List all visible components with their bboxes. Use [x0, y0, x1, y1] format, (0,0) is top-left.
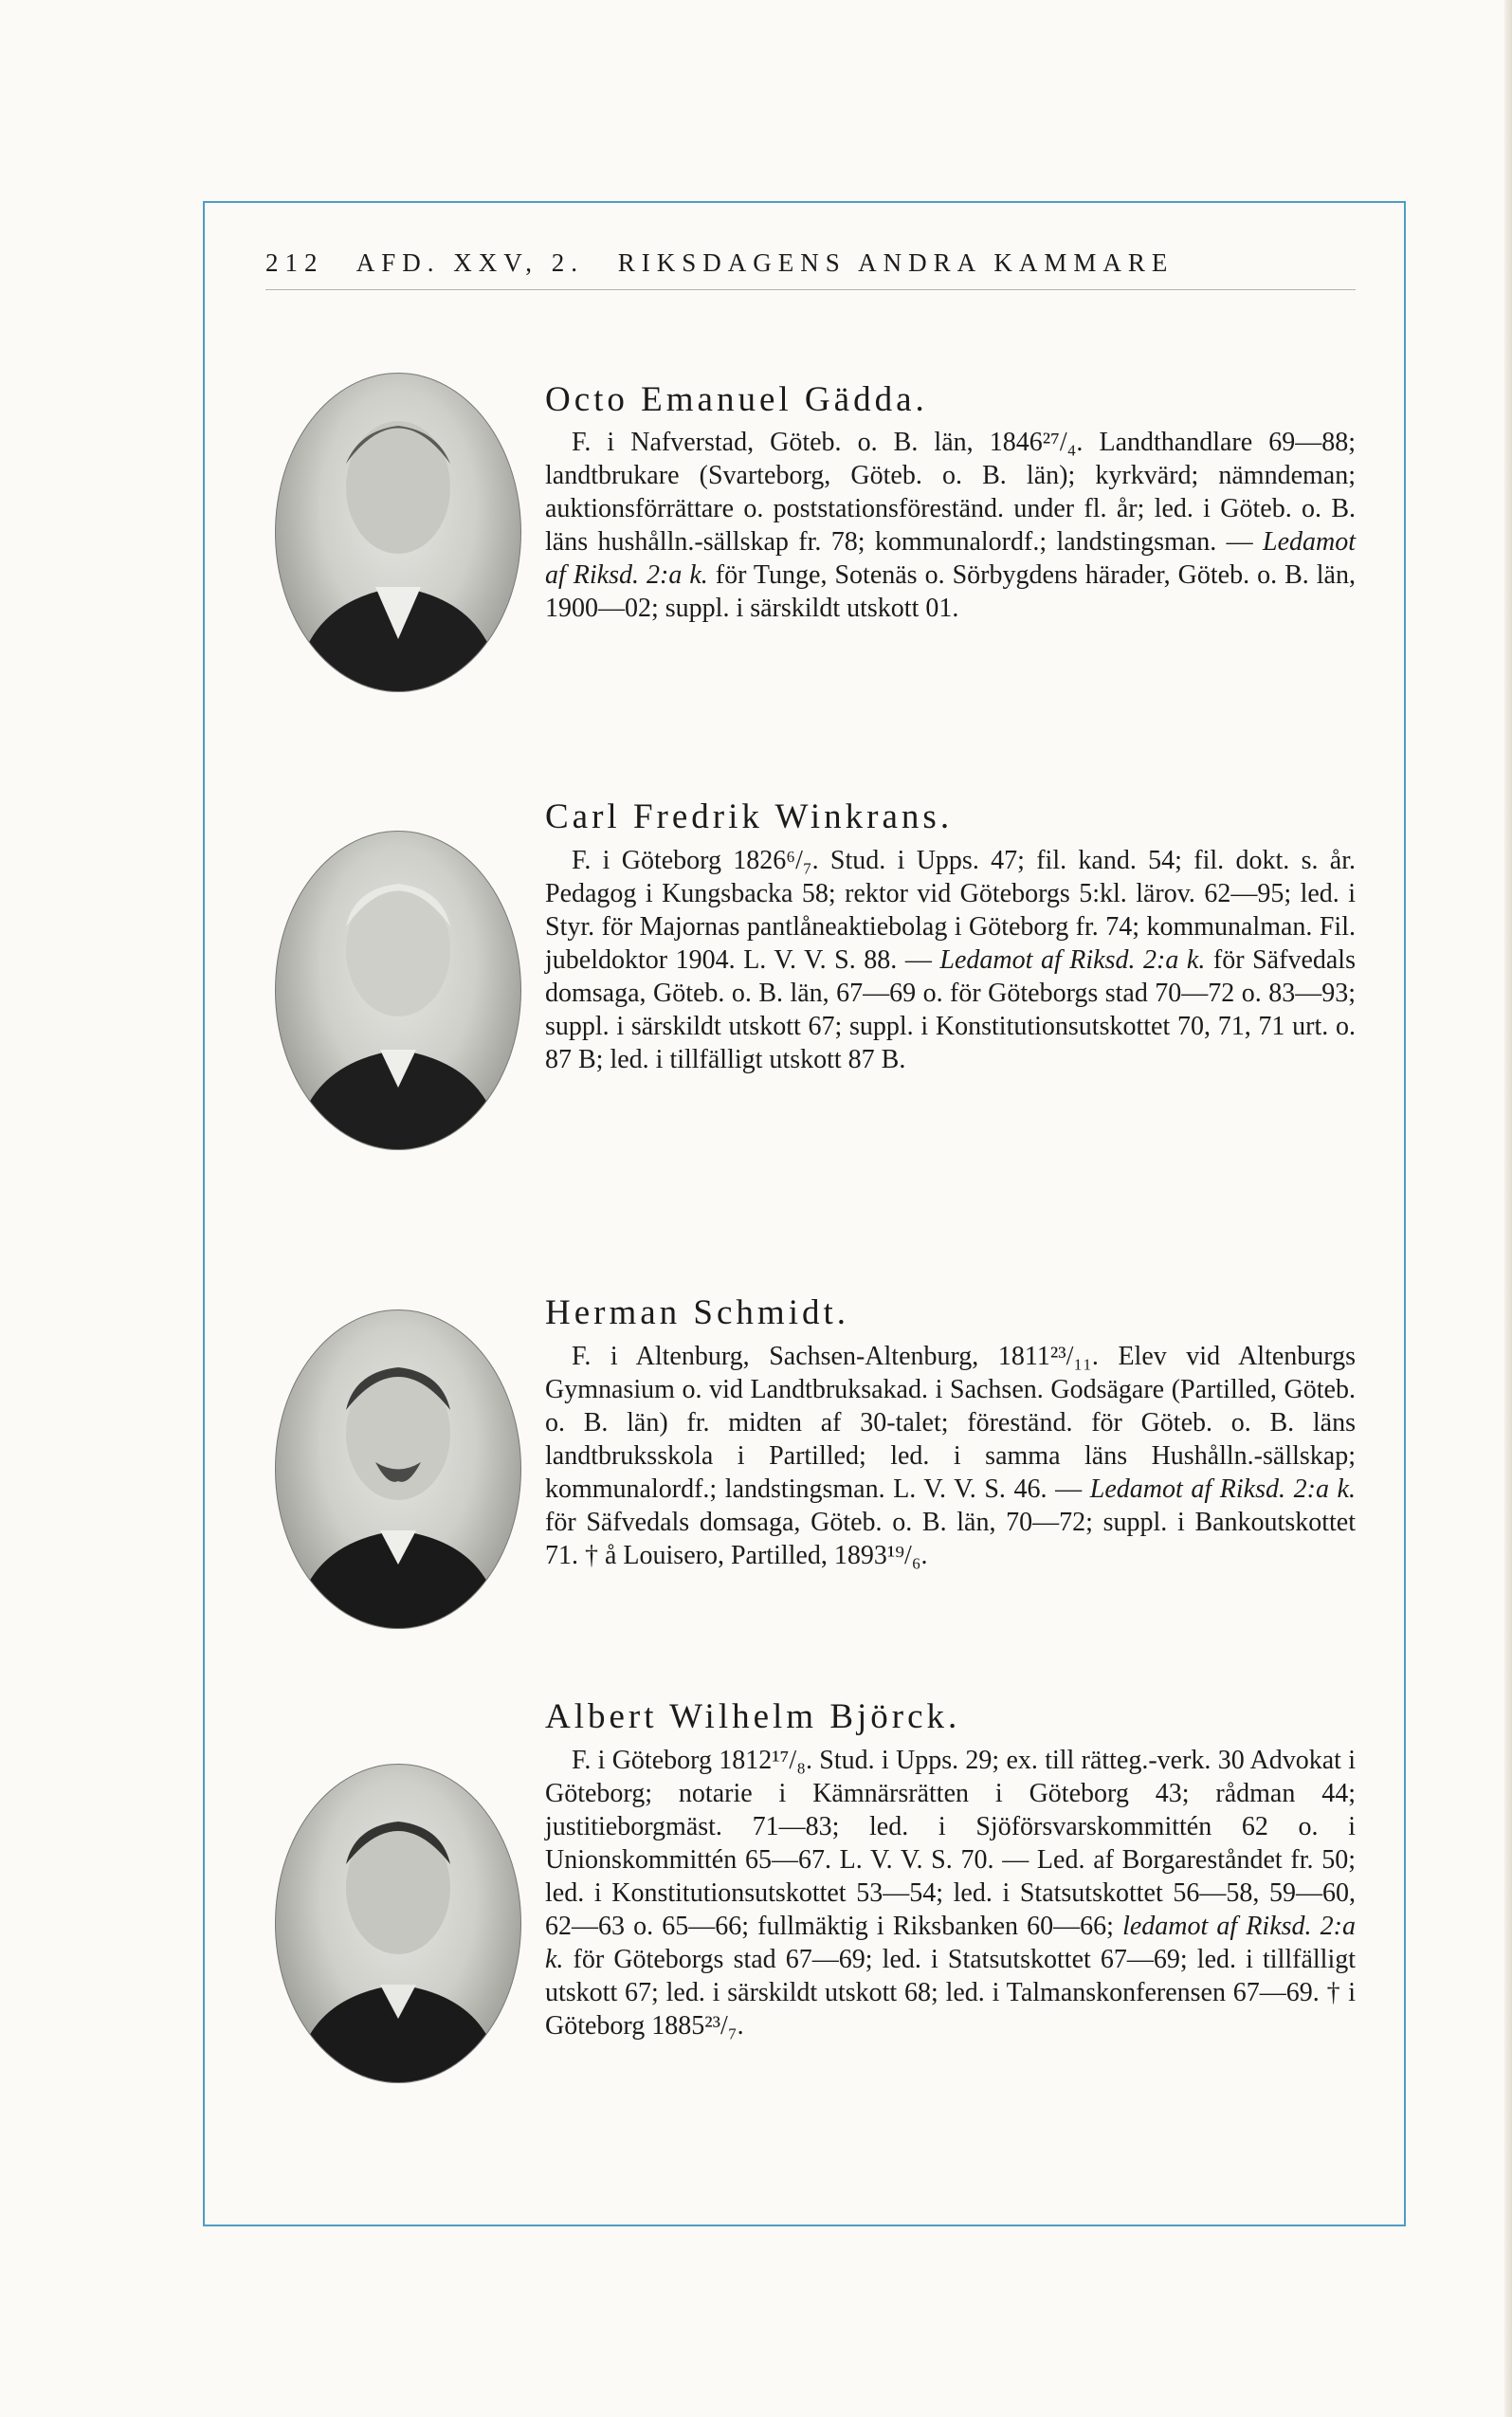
bio-italic: Ledamot af Riksd. 2:a k. — [939, 945, 1206, 975]
portrait-photo — [276, 1765, 520, 2082]
portrait-winkrans — [275, 831, 521, 1150]
bio-text: F. i Göteborg 1826⁶/₇. Stud. i Upps. 47; fil. kand. 54; fil. dokt. s. år. Pedagog i Kungsbacka 58; rektor vid Göteborgs 5:kl. lärov. 62—95; led. i Styr. för Majornas pantlåneaktiebolag i Göteborg fr. 74; kommunalman. Fil. jubeldoktor 1904. L. V. V. S. 88. — — [545, 846, 1356, 975]
entry-bio — [545, 1744, 1356, 2042]
entry-name: Octo Emanuel Gädda. — [545, 380, 928, 419]
entry-name: Herman Schmidt. — [545, 1293, 850, 1332]
page-edge — [1504, 0, 1512, 2417]
entry-name: Albert Wilhelm Björck. — [545, 1697, 961, 1736]
bio-text: F. i Göteborg 1812¹⁷/₈. Stud. i Upps. 29; ex. till rätteg.-verk. 30 Advokat i Göteborg; notarie i Kämnärsrätten i Göteborg 43; rådman 44; justitieborgmäst. 71—83; led. i Sjöförsvarskommittén 62 o. i Unionskommittén 65—67. L. V. V. S. 70. — Led. af Borgareståndet fr. 50; led. i Konstitutionsutskottet 53—54; led. i Statsutskottet 56—58, 59—60, 62—63 o. 65—66; fullmäktig i Riksbanken 60—66; — [545, 1746, 1356, 1941]
section-label: AFD. XXV, 2. — [355, 248, 585, 277]
bio-text: för Tunge, Sotenäs o. Sörbygdens härader, Göteb. o. B. län, 1900—02; suppl. i särskildt utskott 01. — [545, 560, 1356, 623]
entry-bio — [545, 844, 1356, 1076]
portrait-photo — [276, 374, 520, 691]
running-title: RIKSDAGENS ANDRA KAMMARE — [617, 248, 1175, 277]
bio-text: för Göteborgs stad 67—69; led. i Statsutskottet 67—69; led. i tillfälligt utskott 67; led. i särskildt utskott 68; led. i Talmanskonferensen 67—69. † i Göteborg 1885²³/₇. — [545, 1945, 1356, 2041]
bio-italic: ledamot af Riksd. 2:a k. — [545, 1912, 1356, 1974]
page-number: 212 — [265, 248, 324, 277]
bio-italic: Ledamot af Riksd. 2:a k. — [545, 527, 1356, 590]
entry-bio — [545, 426, 1356, 625]
bio-italic: Ledamot af Riksd. 2:a k. — [1089, 1474, 1356, 1504]
bio-text: för Säfvedals domsaga, Göteb. o. B. län, 67—69 o. för Göteborgs stad 70—72 o. 83—93; suppl. i särskildt utskott 67; suppl. i Konstitutionsutskottet 70, 71, 71 urt. o. 87 B; led. i tillfälligt utskott 87 B. — [545, 945, 1356, 1074]
bio-text: F. i Altenburg, Sachsen-Altenburg, 1811²³/₁₁. Elev vid Altenburgs Gymnasium o. vid Landtbruksakad. i Sachsen. Godsägare (Partilled, Göteb. o. B. län) fr. midten af 30-talet; föreständ. för Göteb. o. B. läns landtbruksskola i Partilled; led. i samma läns Hushålln.-sällskap; kommunalordf.; landstingsman. L. V. V. S. 46. — — [545, 1342, 1356, 1504]
portrait-schmidt — [275, 1309, 521, 1629]
entry-name: Carl Fredrik Winkrans. — [545, 797, 954, 836]
portrait-bjorck — [275, 1764, 521, 2083]
running-header — [265, 248, 1356, 278]
bio-text: för Säfvedals domsaga, Göteb. o. B. län, 70—72; suppl. i Bankoutskottet 71. † å Louisero, Partilled, 1893¹⁹/₆. — [545, 1508, 1356, 1570]
bio-text: F. i Nafverstad, Göteb. o. B. län, 1846²⁷/₄. Landthandlare 69—88; landtbrukare (Svarteborg, Göteb. o. B. län); kyrkvärd; nämndeman; auktionsförrättare o. poststationsföreständ. under fl. år; led. i Göteb. o. B. läns hushålln.-sällskap fr. 78; kommunalordf.; landstingsman. — — [545, 428, 1356, 557]
entry-bio — [545, 1340, 1356, 1572]
portrait-photo — [276, 1310, 520, 1628]
header-rule — [265, 289, 1356, 290]
portrait-photo — [276, 832, 520, 1149]
portrait-gadda — [275, 373, 521, 692]
